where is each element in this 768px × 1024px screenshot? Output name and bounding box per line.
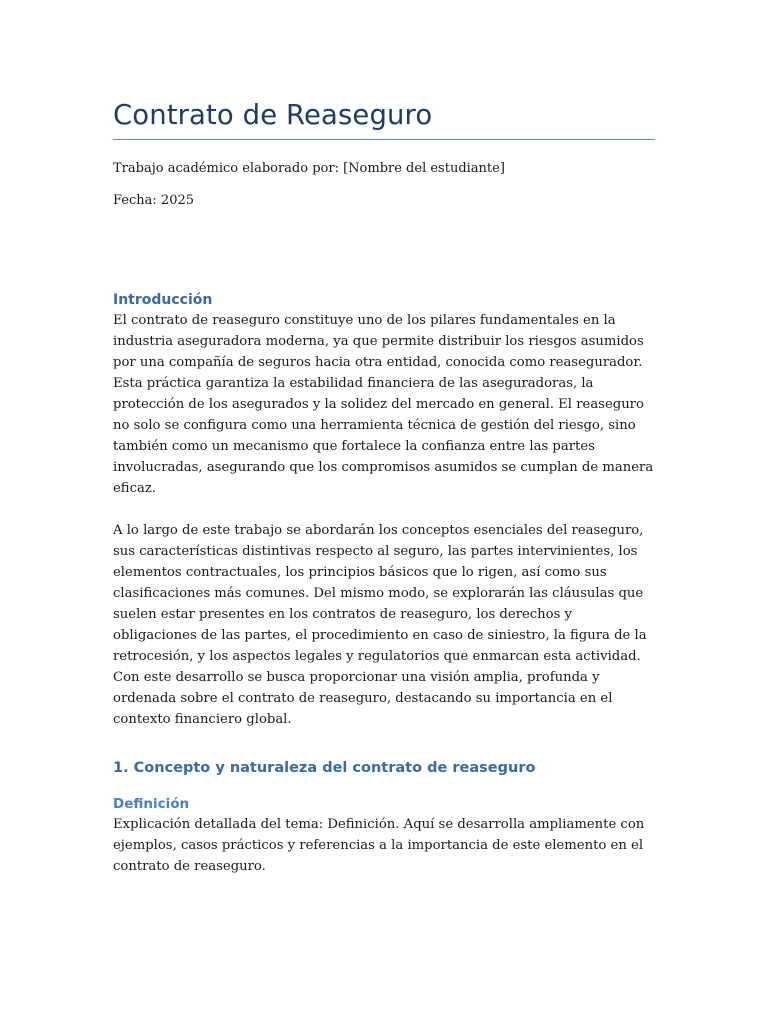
document-title: Contrato de Reaseguro <box>113 99 433 131</box>
title-underline <box>113 139 655 140</box>
section-1-paragraph: Explicación detallada del tema: Definición. Aquí se desarrolla ampliamente con ejemplos, casos prácticos y referencias a la importancia de este elemento en el contrato de reaseguro. <box>113 817 645 874</box>
document-body <box>113 96 658 877</box>
introduction-heading: Introducción <box>113 292 213 308</box>
introduction-paragraph-1: El contrato de reaseguro constituye uno de los pilares fundamentales en la industria aseguradora moderna, ya que permite distribuir los riesgos asumidos por una compañía de seguros hacia otra entidad, conocida como reasegurador. Esta práctica garantiza la estabilidad financiera de las aseguradoras, la protección de los asegurados y la solidez del mercado en general. El reaseguro no solo se configura como una herramienta técnica de gestión del riesgo, sino también como un mecanismo que fortalece la confianza entre las partes involucradas, asegurando que los compromisos asumidos se cumplan de manera eficaz. <box>113 313 654 496</box>
author-line: Trabajo académico elaborado por: [Nombre del estudiante] <box>113 161 505 176</box>
date-line: Fecha: 2025 <box>113 193 195 208</box>
section-1-subheading-definition: Definición <box>113 796 190 812</box>
introduction-paragraph-2: A lo largo de este trabajo se abordarán los conceptos esenciales del reaseguro, sus características distintivas respecto al seguro, las partes intervinientes, los elementos contractuales, los principios básicos que lo rigen, así como sus clasificaciones más comunes. Del mismo modo, se explorarán las cláusulas que suelen estar presentes en los contratos de reaseguro, los derechos y obligaciones de las partes, el procedimiento en caso de siniestro, la figura de la retrocesión, y los aspectos legales y regulatorios que enmarcan esta actividad. Con este desarrollo se busca proporcionar una visión amplia, profunda y ordenada sobre el contrato de reaseguro, destacando su importancia en el contexto financiero global. <box>113 523 647 727</box>
section-1-heading: 1. Concepto y naturaleza del contrato de reaseguro <box>113 760 536 776</box>
